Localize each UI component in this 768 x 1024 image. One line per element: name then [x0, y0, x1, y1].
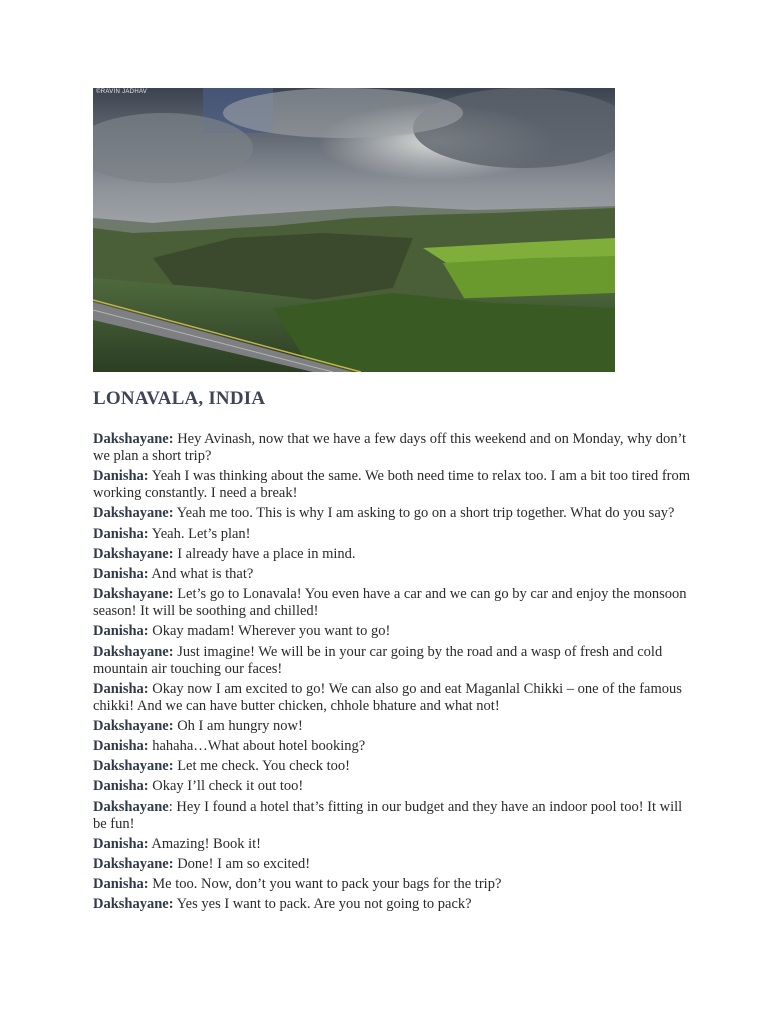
- dialogue-text: hahaha…What about hotel booking?: [148, 738, 366, 755]
- speaker-name: Dakshayane:: [93, 856, 174, 872]
- dialogue-text: Done! I am so excited!: [173, 856, 311, 872]
- dialogue-text: Okay I’ll check it out too!: [148, 778, 304, 795]
- landscape-image: [93, 88, 615, 372]
- dialogue-line: [93, 644, 693, 678]
- speaker-name: Danisha:: [93, 835, 149, 852]
- dialogue-line: [93, 505, 693, 522]
- dialogue-line: [93, 799, 693, 833]
- dialogue-text: Oh I am hungry now!: [173, 717, 303, 734]
- dialogue-text: Yeah I was thinking about the same. We both need time to relax too. I am a bit too tired from working constantly. I need a break!: [93, 468, 691, 502]
- speaker-name: Danisha:: [93, 525, 149, 542]
- dialogue-text: Me too. Now, don’t you want to pack your bags for the trip?: [148, 876, 502, 893]
- speaker-name: Dakshayane:: [93, 717, 174, 734]
- speaker-name: Danisha:: [93, 623, 149, 640]
- speaker-name: Dakshayane:: [93, 545, 174, 562]
- dialogue-text: Amazing! Book it!: [148, 835, 261, 852]
- dialogue-line: [93, 876, 693, 893]
- dialogue-text: Yes yes I want to pack. Are you not going to pack?: [173, 896, 472, 913]
- speaker-name: Dakshayane:: [93, 586, 174, 603]
- dialogue-text: I already have a place in mind.: [173, 545, 356, 562]
- dialogue-line: [93, 586, 693, 620]
- dialogue-line: [93, 681, 693, 715]
- page-title: LONAVALA, INDIA: [93, 388, 266, 409]
- dialogue-list: [93, 431, 693, 917]
- dialogue-text: Let me check. You check too!: [173, 758, 350, 775]
- dialogue-text: Yeah me too. This is why I am asking to go on a short trip together. What do you say?: [173, 505, 675, 522]
- speaker-name: Danisha:: [93, 565, 149, 582]
- speaker-name: Dakshayane:: [93, 758, 174, 775]
- speaker-name: Dakshayane:: [93, 505, 174, 522]
- dialogue-line: [93, 896, 693, 913]
- speaker-name: Danisha:: [93, 738, 149, 755]
- dialogue-line: [93, 758, 693, 775]
- dialogue-line: [93, 431, 693, 465]
- dialogue-line: [93, 718, 693, 735]
- dialogue-line: [93, 468, 693, 502]
- dialogue-text: Yeah. Let’s plan!: [148, 525, 251, 542]
- dialogue-text: Okay now I am excited to go! We can also go and eat Maganlal Chikki – one of the famous chikki! And we can have butter chicken, chhole bhature and what not!: [93, 680, 682, 714]
- dialogue-text: Let’s go to Lonavala! You even have a car and we can go by car and enjoy the monsoon season! It will be soothing and chilled!: [93, 586, 687, 620]
- dialogue-text: And what is that?: [148, 565, 254, 582]
- speaker-name: Dakshayane:: [93, 643, 174, 660]
- speaker-name: Danisha:: [93, 468, 149, 485]
- dialogue-line: [93, 856, 693, 873]
- landscape-photo: [93, 88, 615, 372]
- dialogue-line: [93, 546, 693, 563]
- dialogue-text: Hey Avinash, now that we have a few days off this weekend and on Monday, why don’t we plan a short trip?: [93, 431, 687, 464]
- dialogue-text: Okay madam! Wherever you want to go!: [148, 623, 391, 640]
- dialogue-line: [93, 566, 693, 583]
- dialogue-text: Just imagine! We will be in your car going by the road and a wasp of fresh and cold mountain air touching our faces!: [93, 643, 663, 677]
- speaker-name: Danisha:: [93, 778, 149, 795]
- dialogue-line: [93, 623, 693, 640]
- dialogue-line: [93, 836, 693, 853]
- dialogue-text: : Hey I found a hotel that’s fitting in our budget and they have an indoor pool too! It will be fun!: [93, 798, 683, 832]
- photo-credit: ©RAVIN JADHAV: [96, 89, 148, 95]
- dialogue-line: [93, 778, 693, 795]
- speaker-name: Dakshayane:: [93, 431, 174, 447]
- speaker-name: Dakshayane: [93, 798, 169, 815]
- dialogue-line: [93, 738, 693, 755]
- speaker-name: Danisha:: [93, 680, 149, 697]
- dialogue-line: [93, 526, 693, 543]
- speaker-name: Dakshayane:: [93, 896, 174, 913]
- speaker-name: Danisha:: [93, 876, 149, 893]
